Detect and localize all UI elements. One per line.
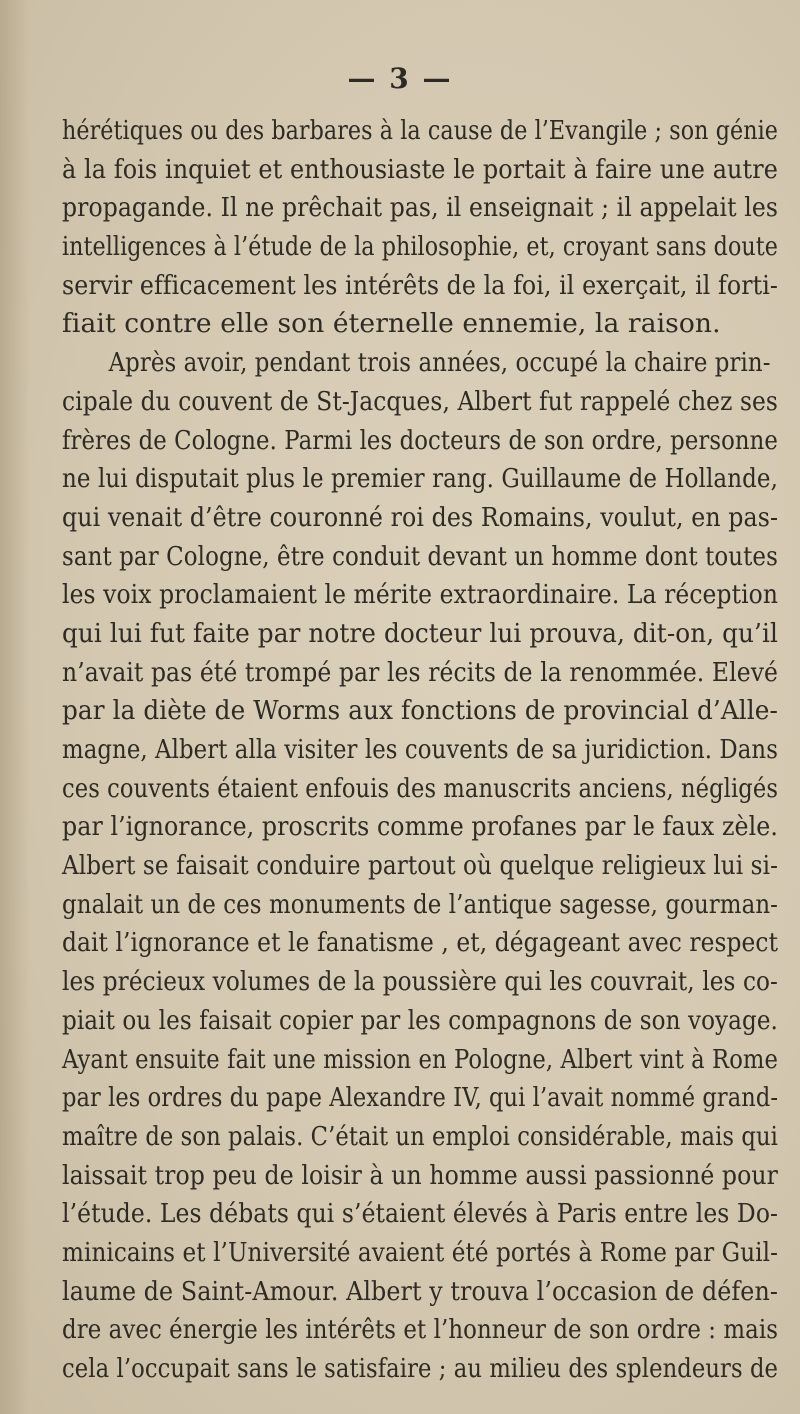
text-line: qui lui fut faite par notre docteur lui prouva, dit-on, qu’il	[62, 617, 779, 649]
text-line: frères de Cologne. Parmi les docteurs de son ordre, personne	[62, 424, 778, 456]
text-line: hérétiques ou des barbares à la cause de l’Evangile ; son génie	[62, 115, 778, 146]
text-line: propagande. Il ne prêchait pas, il enseignait ; il appelait les	[62, 192, 778, 224]
text-line: n’avait pas été trompé par les récits de la renommée. Elevé	[62, 656, 779, 688]
text-line: piait ou les faisait copier par les compagnons de son voyage.	[62, 1004, 778, 1036]
text-line: Après avoir, pendant trois années, occupé la chaire prin-	[108, 347, 771, 379]
text-line: par l’ignorance, proscrits comme profanes par le faux zèle.	[62, 811, 779, 843]
text-line: fiait contre elle son éternelle ennemie, la raison.	[62, 308, 721, 340]
body-text	[62, 112, 778, 1389]
text-line: Albert se faisait conduire partout où quelque religieux lui si-	[62, 850, 779, 882]
text-line: laissait trop peu de loisir à un homme aussi passionné pour	[62, 1159, 778, 1191]
text-line: par les ordres du pape Alexandre IV, qui l’avait nommé grand-	[62, 1082, 779, 1114]
page-edge-shadow	[0, 0, 30, 1414]
text-line: ces couvents étaient enfouis des manuscrits anciens, négligés	[62, 772, 779, 804]
text-line: par la diète de Worms aux fonctions de provincial d’Alle-	[62, 695, 778, 727]
text-line: cela l’occupait sans le satisfaire ; au milieu des splendeurs de	[62, 1353, 779, 1384]
text-line: dait l’ignorance et le fanatisme , et, dégageant avec respect	[62, 927, 779, 959]
text-line: laume de Saint-Amour. Albert y trouva l’occasion de défen-	[62, 1275, 778, 1307]
text-line: maître de son palais. C’était un emploi considérable, mais qui	[62, 1120, 778, 1152]
text-line: cipale du couvent de St-Jacques, Albert fut rappelé chez ses	[62, 385, 778, 417]
text-line: servir efficacement les intérêts de la foi, il exerçait, il forti-	[62, 269, 778, 301]
text-line: qui venait d’être couronné roi des Romains, voulut, en pas-	[62, 501, 779, 533]
text-line: minicains et l’Université avaient été portés à Rome par Guil-	[62, 1236, 778, 1268]
text-line: à la fois inquiet et enthousiaste le portait à faire une autre	[62, 153, 778, 185]
page-number: — 3 —	[347, 62, 453, 95]
text-line: dre avec énergie les intérêts et l’honneur de son ordre : mais	[62, 1314, 779, 1346]
text-line: sant par Cologne, être conduit devant un homme dont toutes	[62, 540, 778, 572]
text-line: les précieux volumes de la poussière qui les couvrait, les co-	[62, 966, 778, 998]
text-line: l’étude. Les débats qui s’étaient élevés à Paris entre les Do-	[62, 1198, 779, 1230]
text-line: magne, Albert alla visiter les couvents de sa juridiction. Dans	[62, 734, 778, 765]
text-line: gnalait un de ces monuments de l’antique sagesse, gourman-	[62, 888, 778, 920]
text-line: ne lui disputait plus le premier rang. Guillaume de Hollande,	[62, 463, 778, 495]
text-line: intelligences à l’étude de la philosophie, et, croyant sans doute	[62, 231, 778, 263]
text-line: les voix proclamaient le mérite extraordinaire. La réception	[62, 579, 779, 611]
text-line: Ayant ensuite fait une mission en Pologne, Albert vint à Rome	[62, 1043, 779, 1075]
